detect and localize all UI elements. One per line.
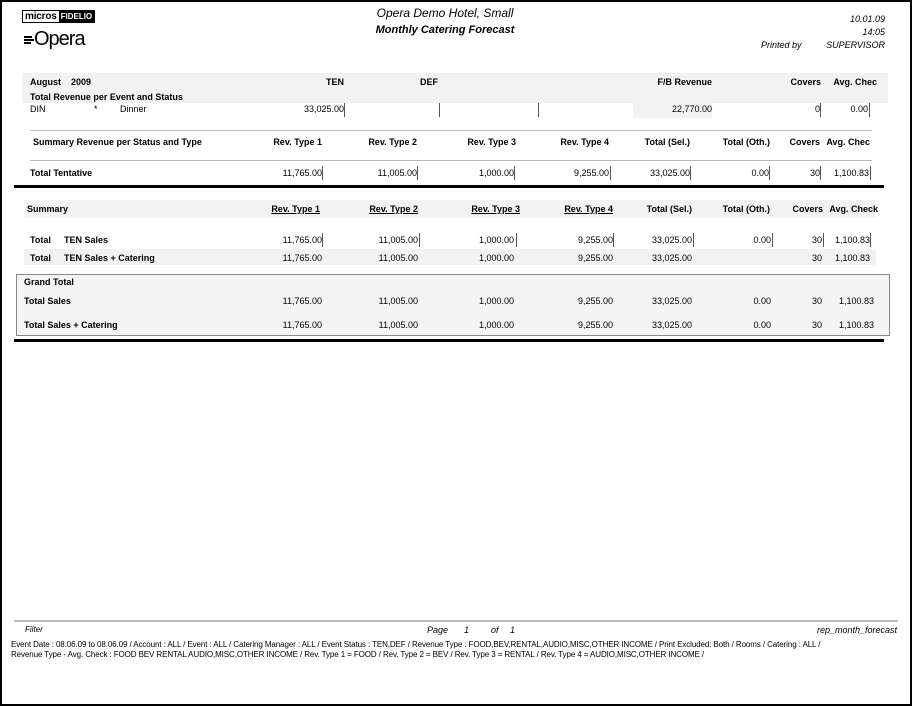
value-avg-check: 1,100.83: [833, 168, 869, 178]
divider: [30, 130, 872, 131]
event-ten-value: 33,025.00: [303, 104, 344, 114]
printed-by-user: SUPERVISOR: [826, 40, 885, 50]
row-label: Total Sales: [24, 296, 71, 306]
value-total-oth: 0.00: [753, 235, 771, 245]
value-total-oth: 0.00: [753, 296, 771, 306]
grand-total-title: Grand Total: [24, 277, 74, 287]
micros-fidelio-logo: [22, 10, 95, 23]
row-prefix: Total: [30, 253, 51, 263]
col-rev-type-1: Rev. Type 1: [273, 137, 322, 147]
event-name: Dinner: [120, 104, 147, 114]
col-total-sel: Total (Sel.): [644, 137, 690, 147]
footer-divider: [14, 620, 898, 622]
print-date: 10.01.09: [849, 14, 885, 24]
page-total: 1: [510, 625, 516, 635]
event-marker: *: [94, 104, 98, 114]
report-id: rep_month_forecast: [816, 625, 897, 635]
section-divider: [14, 185, 884, 188]
col-total-sel: Total (Sel.): [646, 204, 692, 214]
value-rev-type-1: 11,765.00: [282, 168, 322, 178]
value-avg-check: 1,100.83: [834, 253, 870, 263]
col-rev-type-2: Rev. Type 2: [369, 204, 418, 214]
col-total-oth: Total (Oth.): [722, 204, 770, 214]
of-label: of: [491, 625, 499, 635]
opera-logo-text: Opera: [34, 28, 85, 50]
col-rev-type-3: Rev. Type 3: [471, 204, 520, 214]
value-rev-type-3: 1,000.00: [478, 296, 514, 306]
event-status-subtitle: Total Revenue per Event and Status: [30, 92, 183, 102]
value-covers: 30: [811, 253, 822, 263]
value-rev-type-3: 1,000.00: [478, 235, 514, 245]
value-covers: 30: [811, 320, 822, 330]
report-title: Monthly Catering Forecast: [375, 24, 515, 36]
value-rev-type-1: 11,765.00: [282, 296, 322, 306]
status-summary-title: Summary Revenue per Status and Type: [33, 137, 202, 147]
value-rev-type-2: 11,005.00: [378, 320, 418, 330]
row-label: TEN Sales + Catering: [64, 253, 155, 263]
filter-criteria-line-1: Event Date : 08.06.09 to 08.06.09 / Account : ALL / Event : ALL / Catering Manager : ALL / Event Status : TEN,DEF / Revenue Type : FOOD,BEV,RENTAL,AUDIO,MISC,OTHER INCOME / Print Excluded: Both / Rooms / Catering : ALL /: [11, 640, 821, 649]
col-rev-type-1: Rev. Type 1: [271, 204, 320, 214]
printed-by-label: Printed by: [761, 40, 802, 50]
year-label: 2009: [71, 77, 92, 87]
col-covers: Covers: [790, 77, 821, 87]
value-rev-type-3: 1,000.00: [478, 168, 514, 178]
col-avg-check: Avg. Check: [829, 204, 878, 214]
value-rev-type-4: 9,255.00: [577, 235, 613, 245]
col-total-oth: Total (Oth.): [722, 137, 770, 147]
opera-speed-lines-icon: [24, 35, 34, 45]
row-prefix: Total: [30, 235, 51, 245]
event-avg-check-value: 0.00: [850, 104, 868, 114]
value-rev-type-4: 9,255.00: [577, 320, 613, 330]
row-label: Total Sales + Catering: [24, 320, 118, 330]
filter-criteria-line-2: Revenue Type - Avg. Check : FOOD BEV RENTAL AUDIO,MISC,OTHER INCOME / Rev. Type 1 = FOOD / Rev. Type 2 = BEV / Rev. Type 3 = RENTAL / Rev. Type 4 = AUDIO,MISC,OTHER INCOME /: [11, 650, 704, 659]
event-fb-revenue-value: 22,770.00: [671, 104, 712, 114]
value-rev-type-2: 11,005.00: [378, 296, 418, 306]
value-rev-type-1: 11,765.00: [282, 235, 322, 245]
summary-title: Summary: [27, 204, 69, 214]
value-rev-type-1: 11,765.00: [282, 320, 322, 330]
value-total-sel: 33,025.00: [649, 168, 690, 178]
value-avg-check: 1,100.83: [838, 296, 874, 306]
page-number: 1: [464, 625, 470, 635]
value-rev-type-2: 11,005.00: [377, 168, 417, 178]
value-covers: 30: [811, 235, 822, 245]
value-avg-check: 1,100.83: [834, 235, 870, 245]
value-rev-type-2: 11,005.00: [378, 253, 418, 263]
value-covers: 30: [809, 168, 820, 178]
value-total-oth: 0.00: [753, 320, 771, 330]
col-rev-type-3: Rev. Type 3: [467, 137, 516, 147]
col-rev-type-4: Rev. Type 4: [560, 137, 609, 147]
col-avg-check: Avg. Chec: [833, 77, 877, 87]
col-covers: Covers: [792, 204, 823, 214]
value-total-oth: 0.00: [751, 168, 769, 178]
value-rev-type-4: 9,255.00: [573, 168, 609, 178]
event-code: DIN: [30, 104, 46, 114]
col-avg-check: Avg. Chec: [826, 137, 870, 147]
col-def: DEF: [420, 77, 438, 87]
value-total-sel: 33,025.00: [651, 296, 692, 306]
row-label: Total Tentative: [30, 168, 93, 178]
value-total-sel: 33,025.00: [651, 235, 692, 245]
value-rev-type-3: 1,000.00: [478, 320, 514, 330]
col-ten: TEN: [326, 77, 344, 87]
month-label: August: [30, 77, 61, 87]
row-label: TEN Sales: [64, 235, 109, 245]
value-rev-type-1: 11,765.00: [282, 253, 322, 263]
value-rev-type-3: 1,000.00: [478, 253, 514, 263]
col-rev-type-4: Rev. Type 4: [564, 204, 613, 214]
value-rev-type-4: 9,255.00: [577, 253, 613, 263]
col-covers: Covers: [789, 137, 820, 147]
filter-label: Filter: [25, 625, 43, 634]
value-total-sel: 33,025.00: [651, 320, 692, 330]
hotel-name: Opera Demo Hotel, Small: [376, 6, 514, 20]
col-fb-revenue: F/B Revenue: [657, 77, 712, 87]
value-rev-type-4: 9,255.00: [577, 296, 613, 306]
event-covers-value: 0: [814, 104, 820, 114]
page-label: Page: [427, 625, 449, 635]
value-covers: 30: [811, 296, 822, 306]
fidelio-logo-text: FIDELIO: [60, 12, 93, 21]
value-total-sel: 33,025.00: [651, 253, 692, 263]
value-rev-type-2: 11,005.00: [378, 235, 418, 245]
value-avg-check: 1,100.83: [838, 320, 874, 330]
micros-logo-text: micros: [25, 11, 57, 22]
col-rev-type-2: Rev. Type 2: [368, 137, 417, 147]
opera-logo: [24, 28, 85, 51]
print-time: 14:05: [862, 27, 885, 37]
section-divider: [14, 339, 884, 342]
